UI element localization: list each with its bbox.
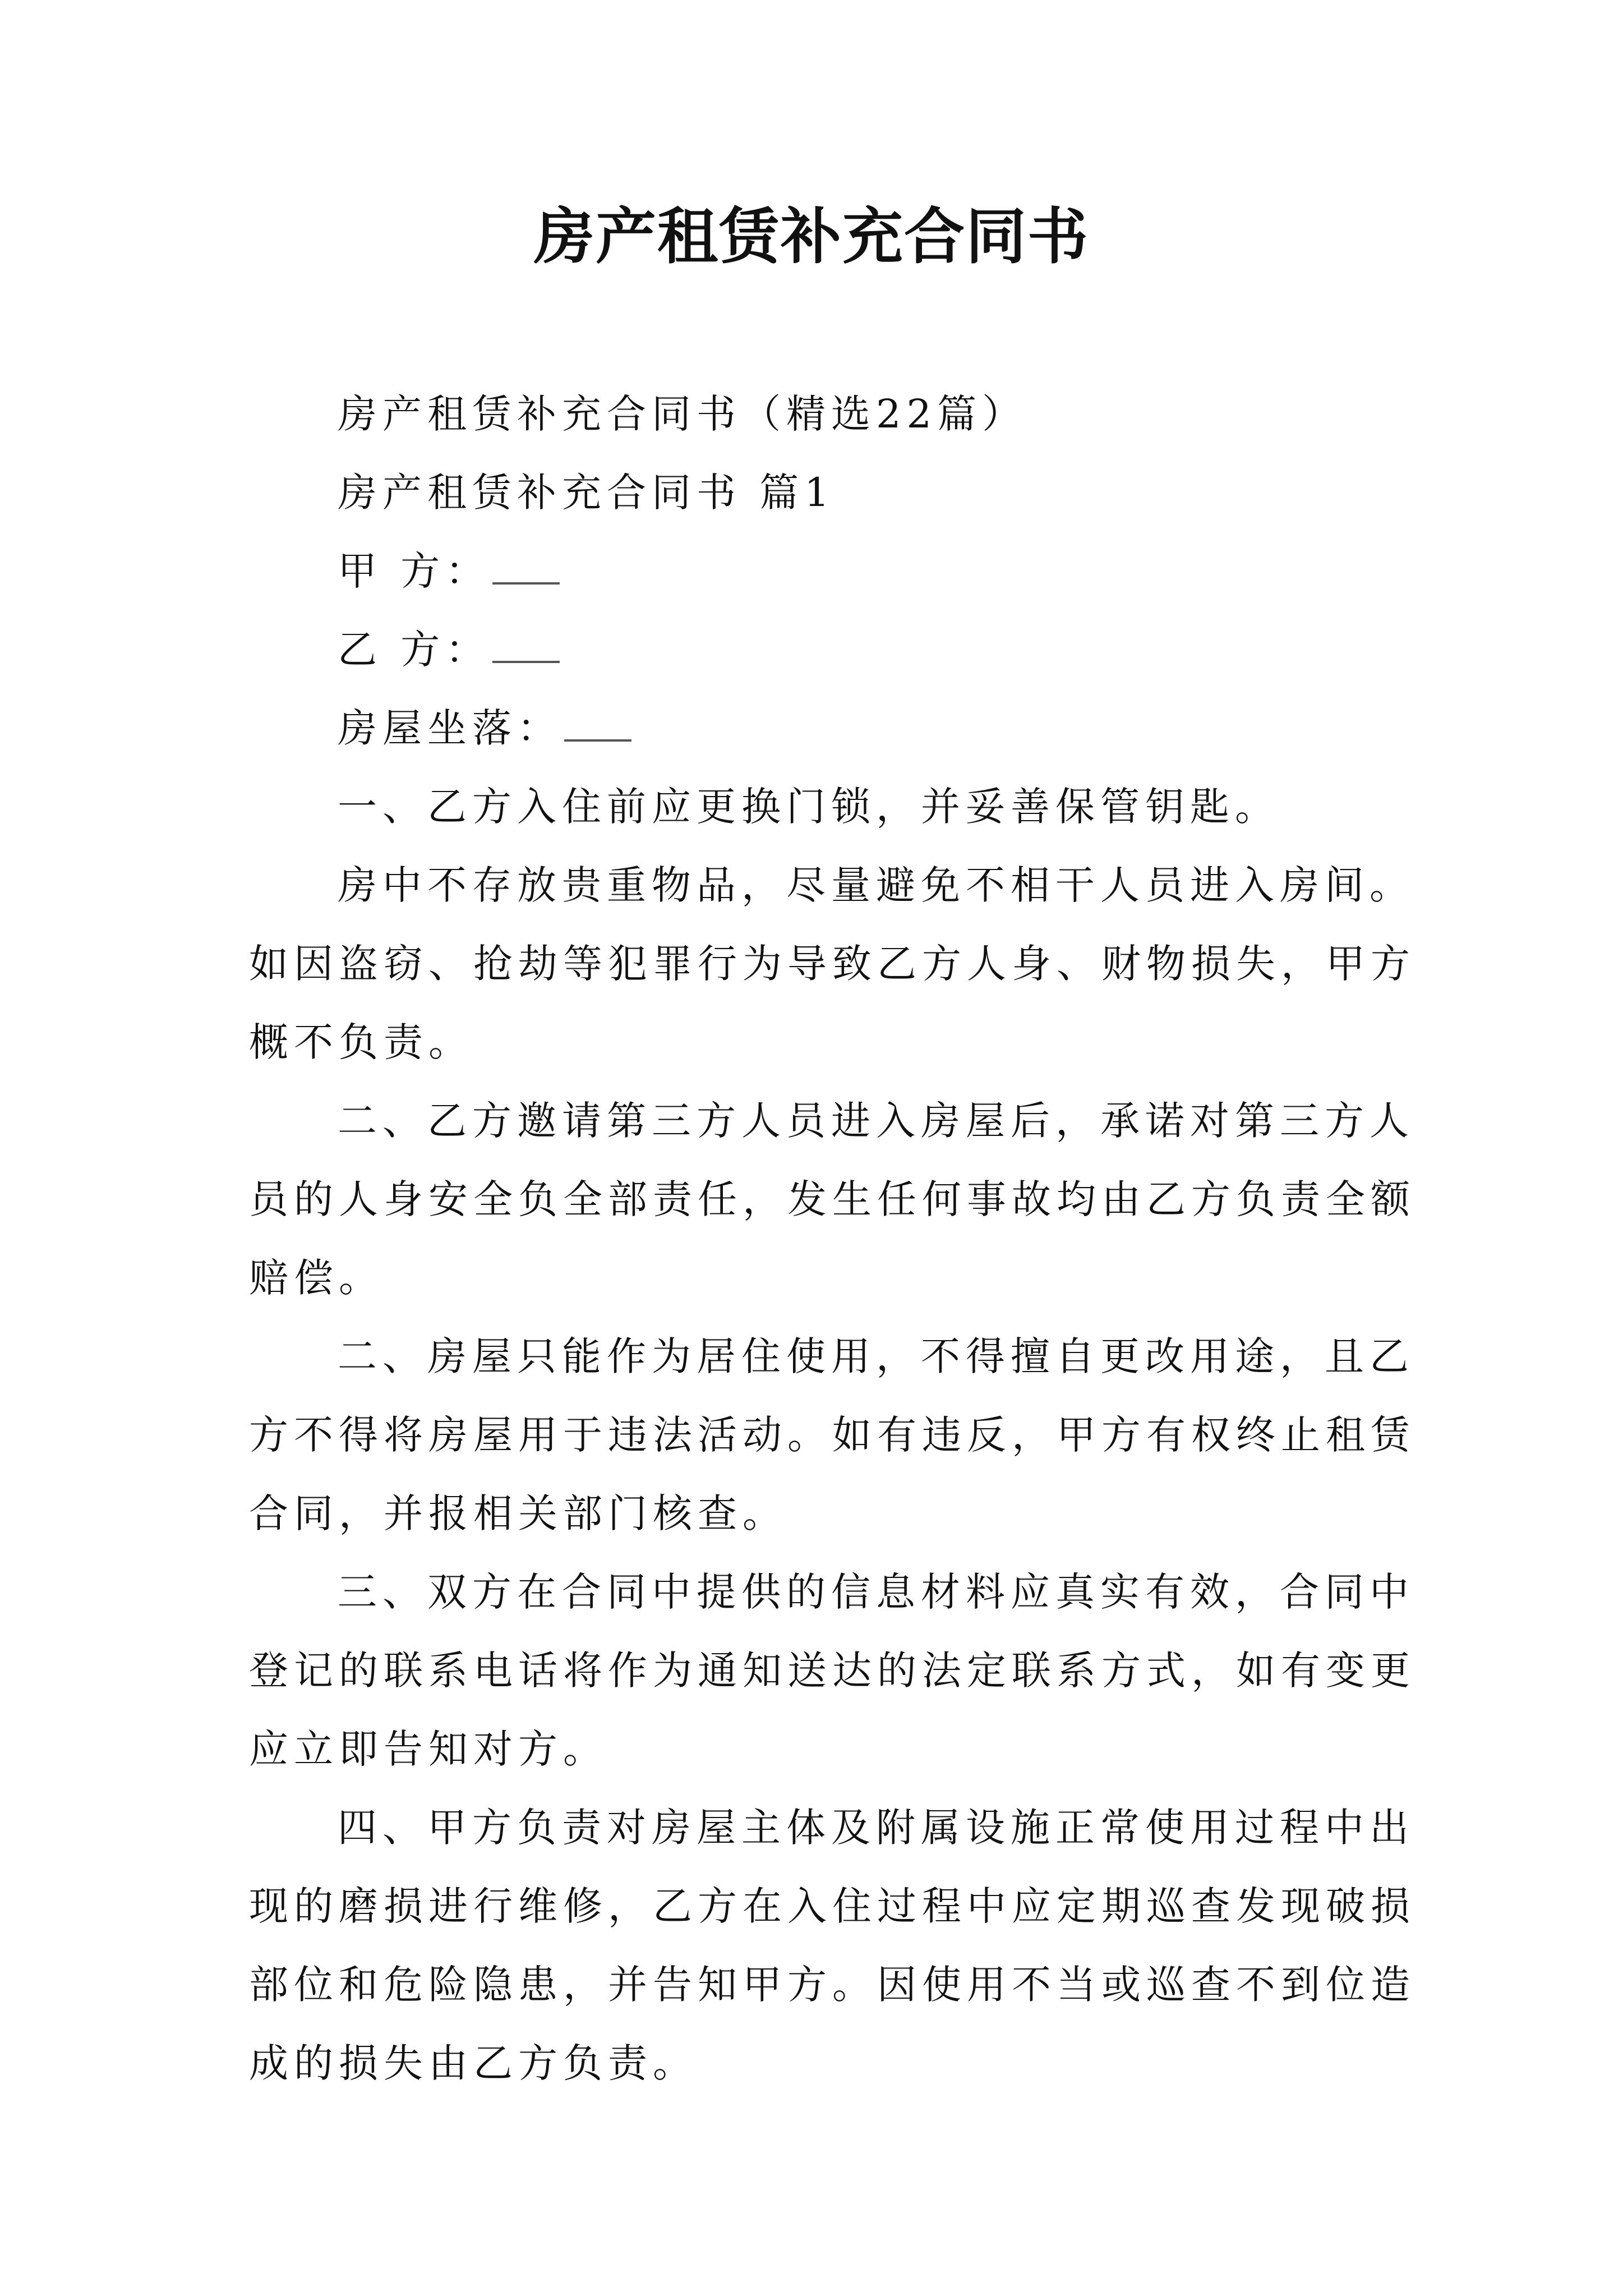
clause-2-line-3: 赔偿。 xyxy=(249,1255,384,1301)
clause-1b-line-3: 概不负责。 xyxy=(249,1019,473,1065)
party-a-field xyxy=(249,532,1391,610)
location-blank xyxy=(564,700,631,742)
location-label: 房屋坐落： xyxy=(338,705,562,751)
clause-2b-line-2: 方不得将房屋用于违法活动。如有违反，甲方有权终止租赁 xyxy=(249,1412,1415,1458)
clause-4-line-3: 部位和危险隐患，并告知甲方。因使用不当或巡查不到位造 xyxy=(249,1962,1415,2008)
clause-2b-line-1: 二、房屋只能作为居住使用，不得擅自更改用途，且乙 xyxy=(338,1333,1414,1379)
collection-title: 房产租赁补充合同书（精选22篇） xyxy=(338,391,1027,437)
party-b-field xyxy=(249,610,1391,689)
clause-2-line-2: 员的人身安全负全部责任，发生任何事故均由乙方负责全额 xyxy=(249,1176,1415,1222)
document-title: 房产租赁补充合同书 xyxy=(533,201,1089,272)
clause-2b-line-3: 合同，并报相关部门核查。 xyxy=(249,1490,787,1536)
clause-1b-line-1: 房中不存放贵重物品，尽量避免不相干人员进入房间。 xyxy=(338,862,1414,908)
party-a-blank xyxy=(492,543,560,585)
document-body xyxy=(249,375,1415,2102)
clause-3-line-3: 应立即告知对方。 xyxy=(249,1726,608,1772)
clause-4-line-1: 四、甲方负责对房屋主体及附属设施正常使用过程中出 xyxy=(338,1805,1414,1851)
location-field xyxy=(249,689,1391,767)
clause-1-line-1: 一、乙方入住前应更换门锁，并妥善保管钥匙。 xyxy=(338,784,1280,830)
clause-1b-line-2: 如因盗窃、抢劫等犯罪行为导致乙方人身、财物损失，甲方 xyxy=(249,941,1415,987)
party-b-blank xyxy=(492,622,560,663)
party-b-label: 乙 方： xyxy=(338,627,491,673)
clause-2-line-1: 二、乙方邀请第三方人员进入房屋后，承诺对第三方人 xyxy=(338,1098,1414,1144)
clause-3-line-1: 三、双方在合同中提供的信息材料应真实有效，合同中 xyxy=(338,1569,1414,1615)
clause-4-line-2: 现的磨损进行维修，乙方在入住过程中应定期巡查发现破损 xyxy=(249,1883,1415,1929)
clause-4-line-4: 成的损失由乙方负责。 xyxy=(249,2040,698,2086)
party-a-label: 甲 方： xyxy=(338,548,491,594)
clause-3-line-2: 登记的联系电话将作为通知送达的法定联系方式，如有变更 xyxy=(249,1648,1415,1694)
section-title: 房产租赁补充合同书 篇1 xyxy=(338,470,835,516)
